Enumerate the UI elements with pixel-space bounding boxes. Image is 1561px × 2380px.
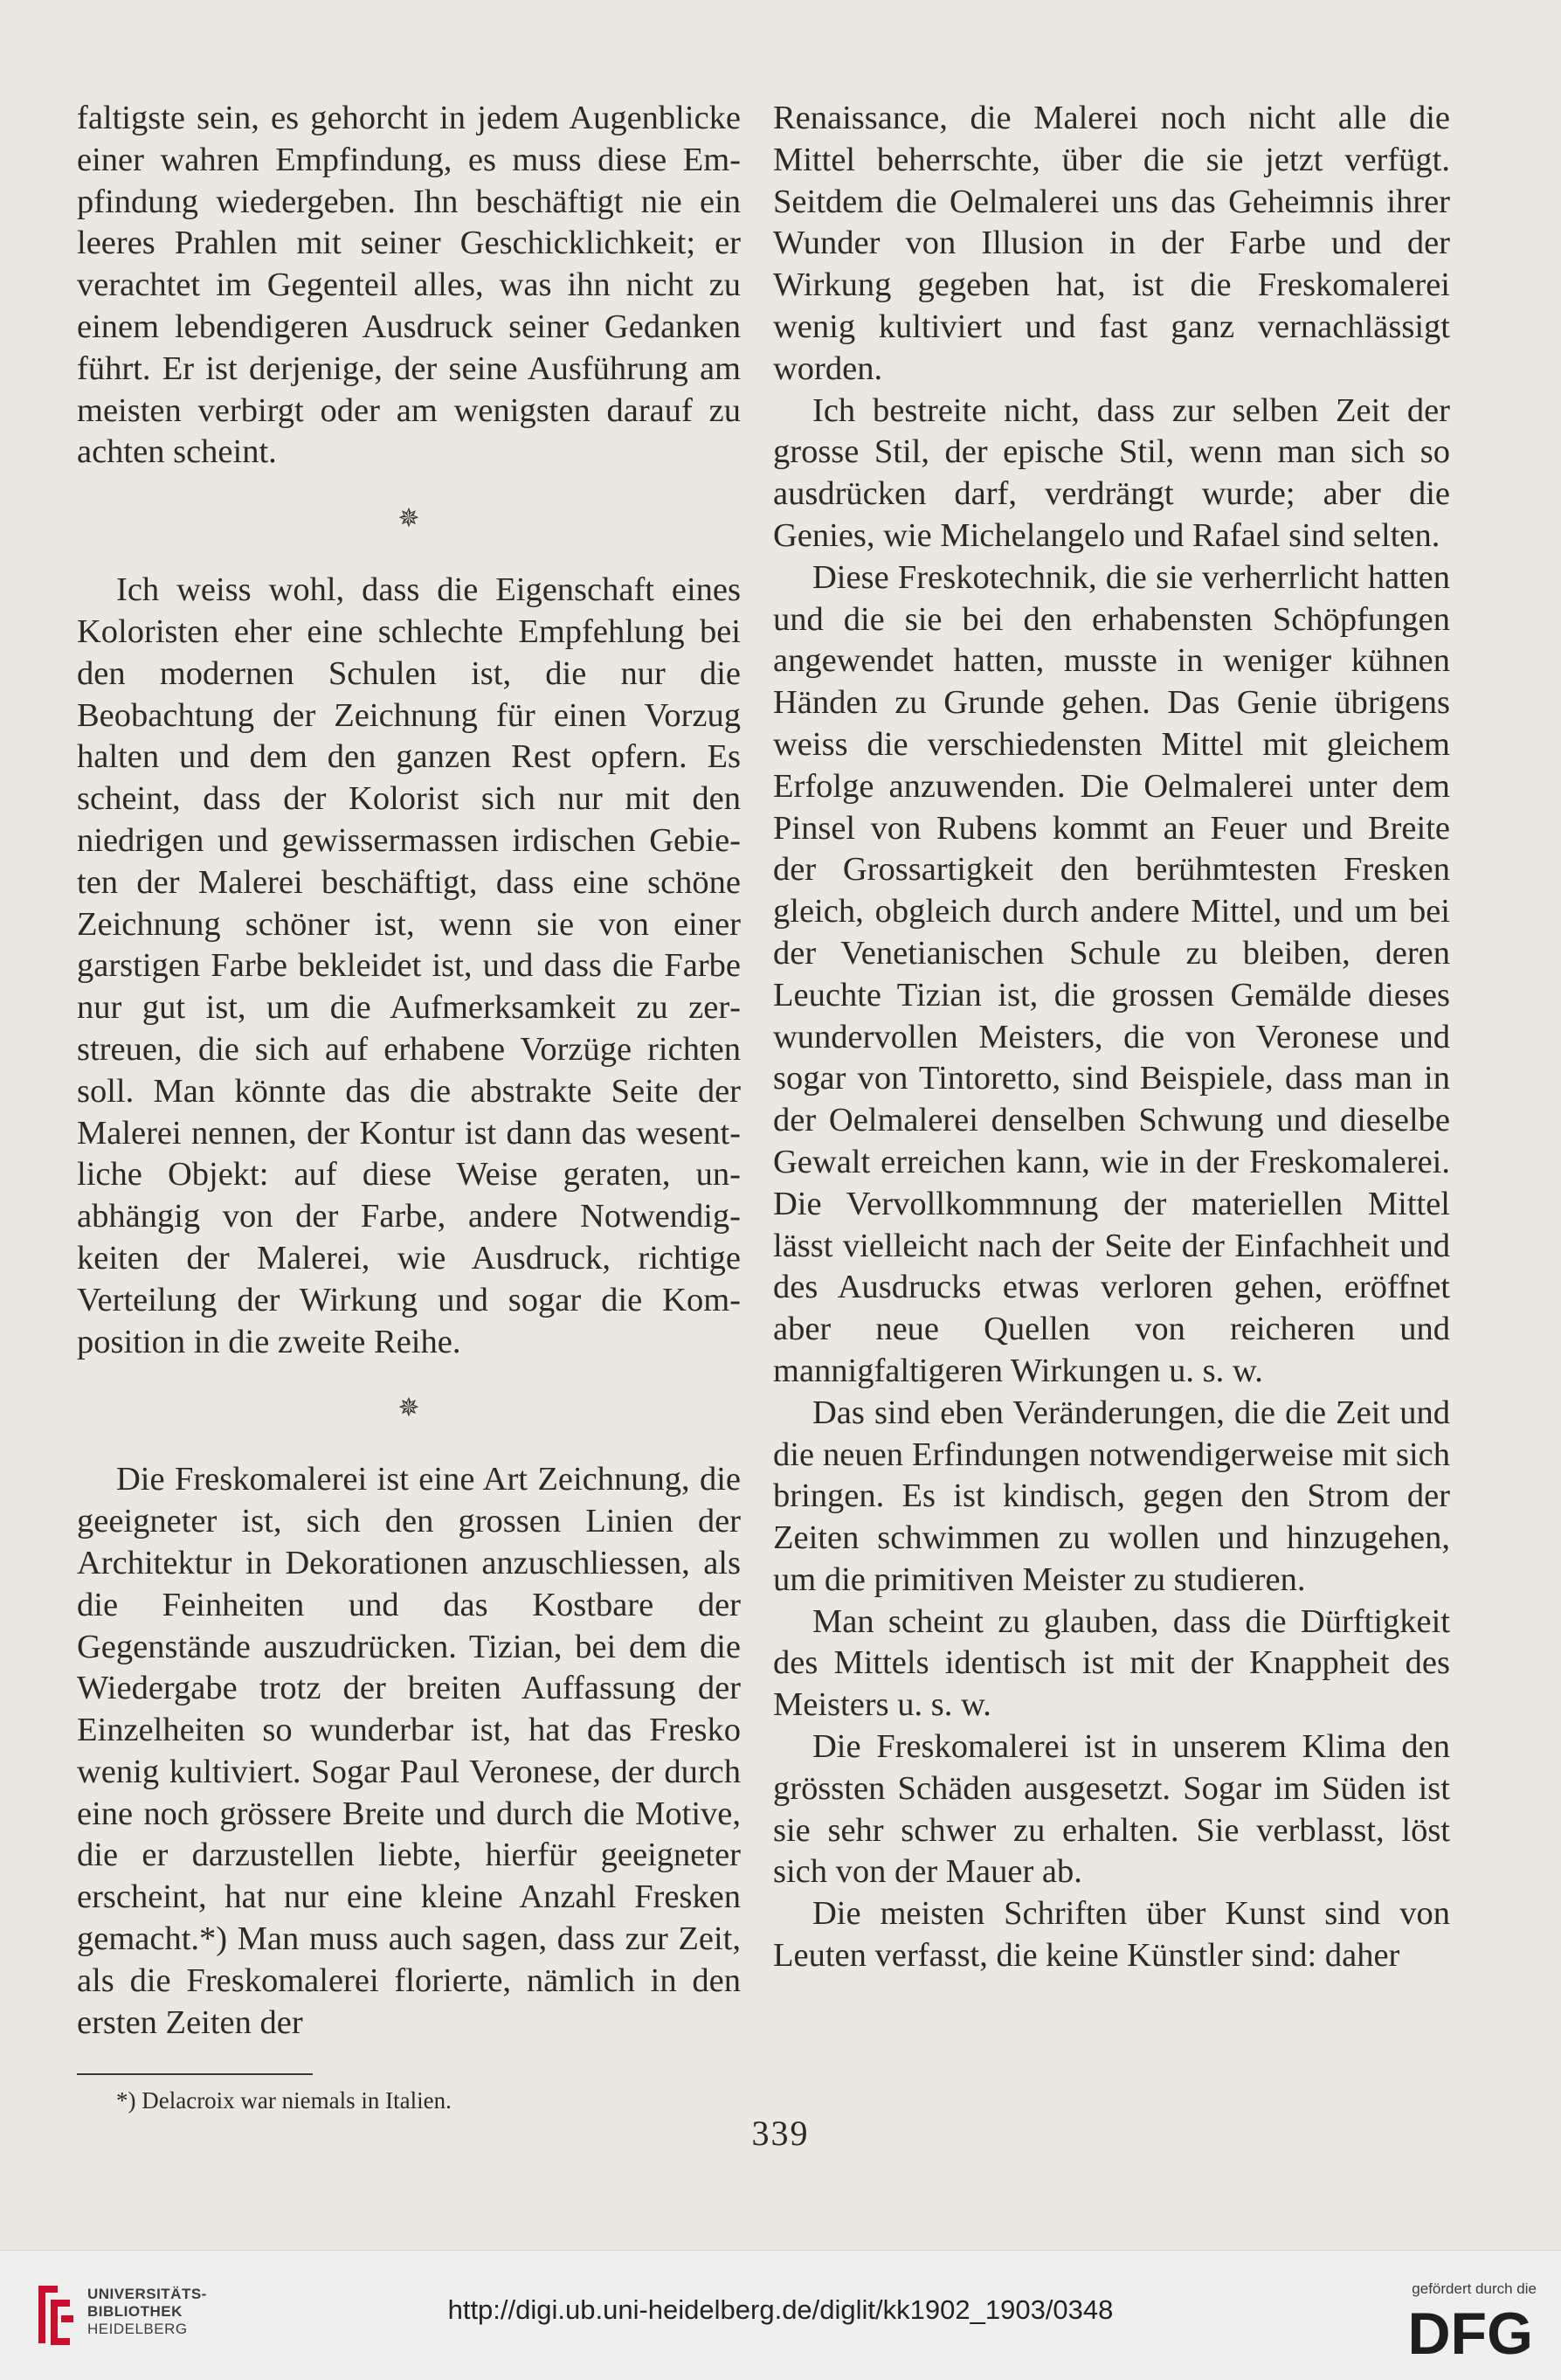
left-paragraph-3: Die Freskomalerei ist eine Art Zeichnung, die geeigneter ist, sich den grossen Linien der Architektur in Dekorationen anzuschliessen, als die Feinheiten und das Kostbare der Gegenstände auszudrücken. Tizian, bei dem die Wiedergabe trotz der breiten Auffassung der Einzelheiten so wunderbar ist, hat das Fresko wenig kultiviert. Sogar Paul Veronese, der durch eine noch grössere Breite und durch die Motive, die er darzustellen liebte, hierfür geeigneter erscheint, hat nur eine kleine Anzahl Fresken gemacht.*) Man muss auch sagen, dass zur Zeit, als die Freskomalerei florierte, nämlich in den ersten Zeiten der xyxy=(77,1461,741,2041)
viewer-footer xyxy=(0,2250,1561,2380)
right-paragraph-4: Das sind eben Veränderungen, die die Zeit und die neuen Erfindungen notwendigerweise mit sich bringen. Es ist kindisch, gegen den Strom der Zeiten schwimmen zu wollen und hinzugehen, um die primitiven Meister zu studieren. xyxy=(773,1394,1450,1598)
library-name-line-2: BIBLIOTHEK xyxy=(87,2303,183,2320)
funded-by-label: gefördert durch die xyxy=(1412,2280,1537,2297)
right-paragraph-3: Diese Freskotechnik, die sie verherrlicht hatten und die sie bei den erhabensten Schöpfungen angewendet hatten, musste in weniger kühnen Händen zu Grunde gehen. Das Genie übrigens weiss die verschiedensten Mittel mit gleichem Erfolge anzuwenden. Die Oelmalerei unter dem Pinsel von Rubens kommt an Feuer und Breite der Grossartigkeit den berühmtesten Fresken gleich, obgleich durch andere Mittel, und um bei der Venetianischen Schule zu bleiben, deren Leuchte Tizian ist, die grossen Gemälde dieses wundervollen Meisters, die von Veronese und sogar von Tintoretto, sind Beispiele, dass man in der Oelmalerei denselben Schwung und dieselbe Gewalt erreichen kann, wie in der Freskomalerei. Die Vervollkommnung der materiellen Mittel lässt vielleicht nach der Seite der Einfachheit und des Ausdrucks etwas verloren gehen, eröffnet aber neue Quellen von reicheren und mannigfaltigeren Wirkungen u. s. w. xyxy=(773,558,1450,1389)
left-column xyxy=(77,98,741,2117)
right-paragraph-2: Ich bestreite nicht, dass zur selben Zeit der grosse Stil, der epische Stil, wenn man sich so ausdrücken darf, verdrängt wurde; aber die Genies, wie Michelangelo und Rafael sind selten. xyxy=(773,391,1450,554)
section-separator-2: ✵ xyxy=(397,1394,420,1423)
right-paragraph-6: Die Freskomalerei ist in unserem Klima den grössten Schäden ausgesetzt. Sogar im Süden ist sie sehr schwer zu erhalten. Sie verblasst, löst sich von der Mauer ab. xyxy=(773,1728,1450,1891)
library-name-line-3: HEIDELBERG xyxy=(87,2321,188,2337)
section-separator-1: ✵ xyxy=(397,504,420,534)
dfg-logo-text: DFG xyxy=(1407,2305,1533,2359)
footnote: *) Delacroix war niemals in Italien. xyxy=(116,2087,452,2114)
page-number: 339 xyxy=(751,2114,810,2153)
permalink-url[interactable]: http://digi.ub.uni-heidelberg.de/diglit/kk1902_1903/0348 xyxy=(447,2294,1114,2325)
dfg-logo-icon xyxy=(1371,2305,1537,2359)
left-paragraph-1: faltigste sein, es gehorcht in jedem Augenblicke einer wahren Empfindung, es muss diese Empfindung wiedergeben. Ihn beschäftigt nie ein leeres Prahlen mit seiner Geschicklichkeit; er verachtet im Gegenteil alles, was ihn nicht zu einem lebendigeren Ausdruck seiner Gedanken führt. Er ist derjenige, der seine Ausführung am meisten verbirgt oder am wenigsten darauf zu achten scheint. xyxy=(77,100,741,471)
left-paragraph-2: Ich weiss wohl, dass die Eigenschaft eines Koloristen eher eine schlechte Empfehlung bei den modernen Schulen ist, die nur die Beobachtung der Zeichnung für einen Vorzug halten und dem den ganzen Rest opfern. Es scheint, dass der Kolorist sich nur mit den niedrigen und gewissermassen irdischen Gebieten der Malerei beschäftigt, dass eine schöne Zeichnung schöner ist, wenn sie von einer garstigen Farbe bekleidet ist, und dass die Farbe nur gut ist, um die Aufmerksamkeit zu zerstreuen, die sich auf erhabene Vorzüge richten soll. Man könnte das die abstrakte Seite der Malerei nennen, der Kontur ist dann das wesentliche Objekt: auf diese Weise geraten, unabhängig von der Farbe, andere Notwendigkeiten der Malerei, wie Ausdruck, richtige Verteilung der Wirkung und sogar die Komposition in die zweite Reihe. xyxy=(77,571,741,1360)
funder-block[interactable] xyxy=(1344,2280,1537,2359)
library-name-line-1: UNIVERSITÄTS- xyxy=(87,2286,207,2302)
right-column xyxy=(773,98,1450,1977)
right-paragraph-1: Renaissance, die Malerei noch nicht alle die Mittel beherrschte, über die sie jetzt verfügt. Seitdem die Oelmalerei uns das Geheimnis ihrer Wunder von Illusion in der Farbe und der Wirkung gegeben hat, ist die Freskomalerei wenig kultiviert und fast ganz vernachlässigt worden. xyxy=(773,100,1450,387)
right-paragraph-5: Man scheint zu glauben, dass die Dürftigkeit des Mittels identisch ist mit der Knappheit des Meisters u. s. w. xyxy=(773,1602,1450,1724)
footnote-rule xyxy=(77,2073,313,2075)
right-paragraph-7: Die meisten Schriften über Kunst sind von Leuten verfasst, die keine Künstler sind: daher xyxy=(773,1895,1450,1975)
